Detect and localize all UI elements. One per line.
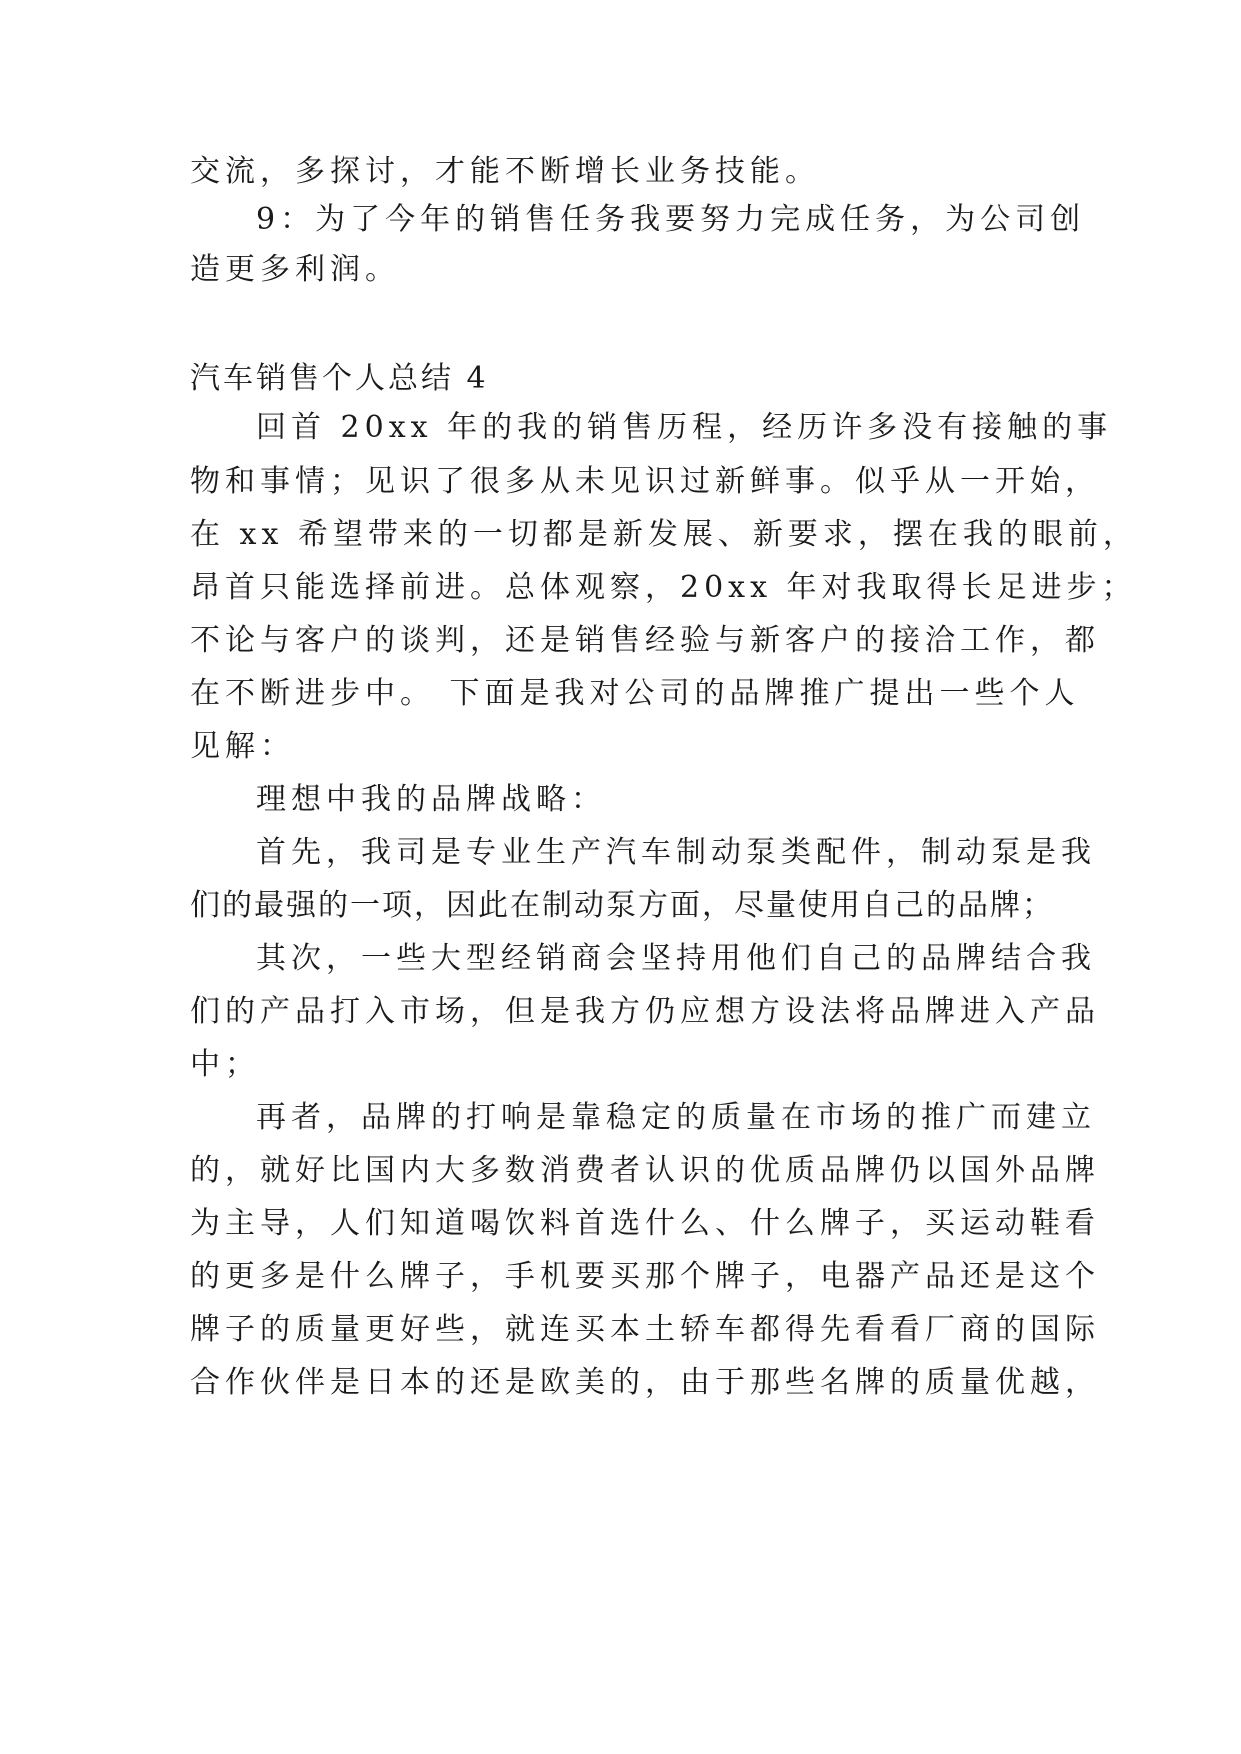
- paragraph-line: 交流，多探讨，才能不断增长业务技能。: [190, 154, 820, 189]
- paragraph-line: 的更多是什么牌子，手机要买那个牌子，电器产品还是这个: [190, 1259, 1100, 1294]
- paragraph-line: 为主导，人们知道喝饮料首选什么、什么牌子，买运动鞋看: [190, 1206, 1100, 1241]
- paragraph-line: 9：为了今年的销售任务我要努力完成任务，为公司创: [256, 202, 1086, 237]
- paragraph-line: 见解：: [190, 729, 295, 764]
- paragraph-line: 牌子的质量更好些，就连买本土轿车都得先看看厂商的国际: [190, 1312, 1100, 1347]
- paragraph-line: 理想中我的品牌战略：: [256, 782, 606, 817]
- paragraph-line: 不论与客户的谈判，还是销售经验与新客户的接洽工作，都: [190, 623, 1100, 658]
- paragraph-line: 其次，一些大型经销商会坚持用他们自己的品牌结合我: [256, 941, 1096, 976]
- paragraph-line: 物和事情；见识了很多从未见识过新鲜事。似乎从一开始，: [190, 464, 1100, 499]
- paragraph-line: 昂首只能选择前进。总体观察，20xx 年对我取得长足进步；: [190, 570, 1137, 605]
- paragraph-line: 再者，品牌的打响是靠稳定的质量在市场的推广而建立: [256, 1100, 1096, 1135]
- paragraph-line: 造更多利润。: [190, 252, 400, 287]
- paragraph-line: 合作伙伴是日本的还是欧美的，由于那些名牌的质量优越，: [190, 1365, 1100, 1400]
- paragraph-line: 的，就好比国内大多数消费者认识的优质品牌仍以国外品牌: [190, 1153, 1100, 1188]
- paragraph-line: 们的最强的一项，因此在制动泵方面，尽量使用自己的品牌；: [190, 888, 1054, 923]
- paragraph-line: 们的产品打入市场，但是我方仍应想方设法将品牌进入产品: [190, 994, 1100, 1029]
- paragraph-line: 回首 20xx 年的我的销售历程，经历许多没有接触的事: [256, 410, 1113, 445]
- paragraph-line: 中；: [190, 1047, 260, 1082]
- paragraph-line: 首先，我司是专业生产汽车制动泵类配件，制动泵是我: [256, 835, 1096, 870]
- paragraph-line: 在 xx 希望带来的一切都是新发展、新要求，摆在我的眼前，: [190, 517, 1138, 552]
- section-heading: 汽车销售个人总结 4: [190, 361, 489, 396]
- paragraph-line: 在不断进步中。 下面是我对公司的品牌推广提出一些个人: [190, 676, 1080, 711]
